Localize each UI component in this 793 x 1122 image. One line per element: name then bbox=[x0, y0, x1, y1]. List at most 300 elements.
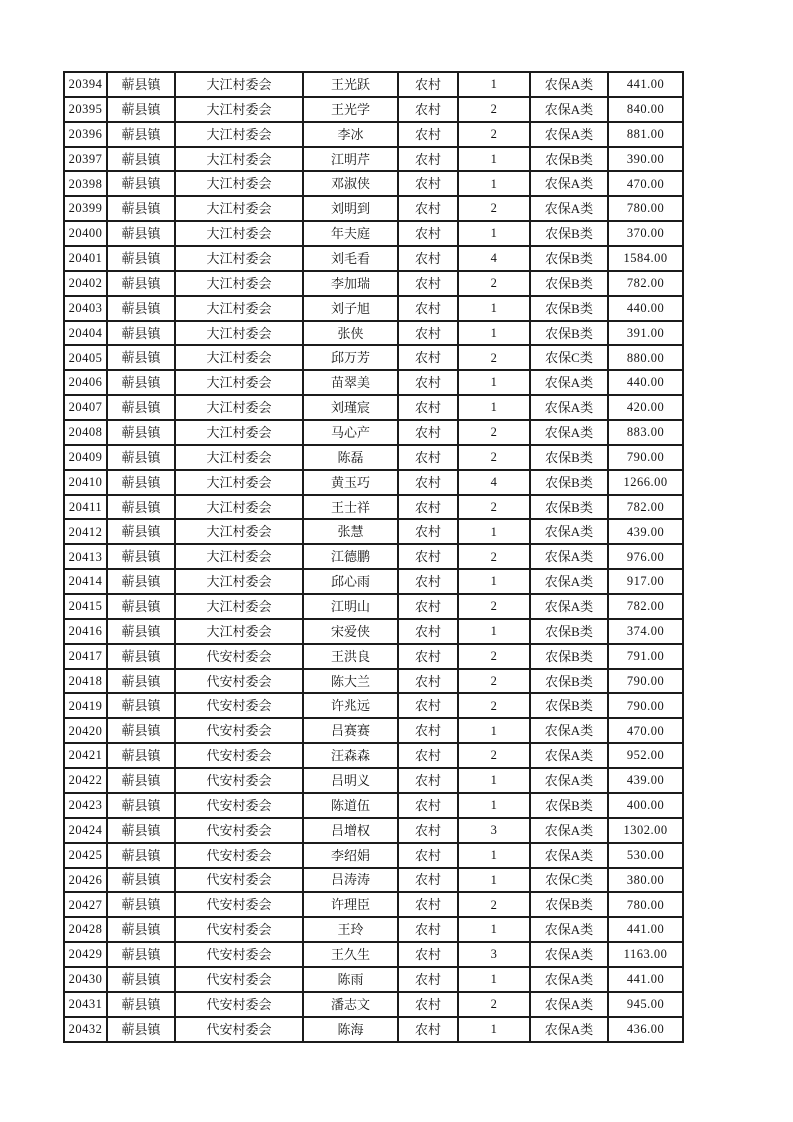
cell-village-committee: 大江村委会 bbox=[175, 271, 303, 296]
cell-residence-type: 农村 bbox=[398, 122, 458, 147]
cell-person-name: 刘毛看 bbox=[303, 246, 398, 271]
cell-residence-type: 农村 bbox=[398, 669, 458, 694]
cell-village-committee: 大江村委会 bbox=[175, 619, 303, 644]
cell-residence-type: 农村 bbox=[398, 917, 458, 942]
cell-residence-type: 农村 bbox=[398, 370, 458, 395]
cell-town: 蕲县镇 bbox=[107, 271, 175, 296]
cell-insurance-category: 农保A类 bbox=[530, 97, 608, 122]
cell-town: 蕲县镇 bbox=[107, 868, 175, 893]
cell-serial-number: 20406 bbox=[64, 370, 107, 395]
cell-amount: 917.00 bbox=[608, 569, 683, 594]
cell-serial-number: 20394 bbox=[64, 72, 107, 97]
cell-serial-number: 20408 bbox=[64, 420, 107, 445]
cell-insurance-category: 农保A类 bbox=[530, 768, 608, 793]
cell-village-committee: 大江村委会 bbox=[175, 495, 303, 520]
cell-village-committee: 大江村委会 bbox=[175, 296, 303, 321]
cell-village-committee: 代安村委会 bbox=[175, 669, 303, 694]
cell-person-name: 王洪良 bbox=[303, 644, 398, 669]
cell-insurance-category: 农保C类 bbox=[530, 868, 608, 893]
cell-serial-number: 20400 bbox=[64, 221, 107, 246]
cell-residence-type: 农村 bbox=[398, 942, 458, 967]
cell-amount: 782.00 bbox=[608, 495, 683, 520]
cell-person-name: 年夫庭 bbox=[303, 221, 398, 246]
cell-insurance-category: 农保A类 bbox=[530, 122, 608, 147]
table-row bbox=[64, 196, 683, 221]
cell-town: 蕲县镇 bbox=[107, 196, 175, 221]
cell-serial-number: 20410 bbox=[64, 470, 107, 495]
cell-amount: 790.00 bbox=[608, 669, 683, 694]
table-row bbox=[64, 917, 683, 942]
cell-amount: 420.00 bbox=[608, 395, 683, 420]
cell-town: 蕲县镇 bbox=[107, 892, 175, 917]
cell-insurance-category: 农保B类 bbox=[530, 892, 608, 917]
cell-insurance-category: 农保A类 bbox=[530, 569, 608, 594]
cell-person-count: 2 bbox=[458, 495, 530, 520]
cell-person-count: 2 bbox=[458, 196, 530, 221]
cell-town: 蕲县镇 bbox=[107, 97, 175, 122]
cell-insurance-category: 农保B类 bbox=[530, 644, 608, 669]
cell-serial-number: 20398 bbox=[64, 171, 107, 196]
cell-residence-type: 农村 bbox=[398, 221, 458, 246]
cell-residence-type: 农村 bbox=[398, 818, 458, 843]
cell-residence-type: 农村 bbox=[398, 97, 458, 122]
cell-person-name: 李冰 bbox=[303, 122, 398, 147]
table-row bbox=[64, 147, 683, 172]
cell-person-count: 4 bbox=[458, 470, 530, 495]
table-row bbox=[64, 296, 683, 321]
cell-person-count: 1 bbox=[458, 1017, 530, 1042]
cell-serial-number: 20412 bbox=[64, 519, 107, 544]
cell-amount: 840.00 bbox=[608, 97, 683, 122]
cell-person-count: 1 bbox=[458, 147, 530, 172]
table-row bbox=[64, 942, 683, 967]
table-row bbox=[64, 345, 683, 370]
cell-insurance-category: 农保C类 bbox=[530, 345, 608, 370]
cell-person-count: 1 bbox=[458, 843, 530, 868]
cell-insurance-category: 农保B类 bbox=[530, 619, 608, 644]
table-row bbox=[64, 321, 683, 346]
cell-town: 蕲县镇 bbox=[107, 445, 175, 470]
table-row bbox=[64, 420, 683, 445]
table-row bbox=[64, 395, 683, 420]
cell-person-name: 吕明义 bbox=[303, 768, 398, 793]
cell-insurance-category: 农保B类 bbox=[530, 271, 608, 296]
cell-person-count: 3 bbox=[458, 942, 530, 967]
cell-person-count: 2 bbox=[458, 594, 530, 619]
cell-amount: 436.00 bbox=[608, 1017, 683, 1042]
cell-person-count: 1 bbox=[458, 370, 530, 395]
cell-amount: 439.00 bbox=[608, 768, 683, 793]
cell-serial-number: 20397 bbox=[64, 147, 107, 172]
table-row bbox=[64, 892, 683, 917]
cell-amount: 883.00 bbox=[608, 420, 683, 445]
cell-town: 蕲县镇 bbox=[107, 395, 175, 420]
cell-amount: 470.00 bbox=[608, 171, 683, 196]
cell-person-count: 1 bbox=[458, 718, 530, 743]
table-row bbox=[64, 843, 683, 868]
cell-insurance-category: 农保A类 bbox=[530, 196, 608, 221]
cell-serial-number: 20396 bbox=[64, 122, 107, 147]
cell-town: 蕲县镇 bbox=[107, 594, 175, 619]
cell-insurance-category: 农保B类 bbox=[530, 321, 608, 346]
cell-residence-type: 农村 bbox=[398, 395, 458, 420]
cell-person-count: 1 bbox=[458, 72, 530, 97]
cell-town: 蕲县镇 bbox=[107, 644, 175, 669]
cell-person-name: 李绍娟 bbox=[303, 843, 398, 868]
table-row bbox=[64, 97, 683, 122]
cell-village-committee: 代安村委会 bbox=[175, 743, 303, 768]
cell-village-committee: 大江村委会 bbox=[175, 544, 303, 569]
cell-residence-type: 农村 bbox=[398, 843, 458, 868]
table-row bbox=[64, 519, 683, 544]
cell-residence-type: 农村 bbox=[398, 171, 458, 196]
cell-person-name: 黄玉巧 bbox=[303, 470, 398, 495]
cell-amount: 976.00 bbox=[608, 544, 683, 569]
cell-serial-number: 20421 bbox=[64, 743, 107, 768]
cell-village-committee: 大江村委会 bbox=[175, 594, 303, 619]
cell-village-committee: 大江村委会 bbox=[175, 470, 303, 495]
cell-amount: 945.00 bbox=[608, 992, 683, 1017]
table-row bbox=[64, 370, 683, 395]
cell-serial-number: 20413 bbox=[64, 544, 107, 569]
cell-amount: 530.00 bbox=[608, 843, 683, 868]
cell-insurance-category: 农保B类 bbox=[530, 246, 608, 271]
cell-residence-type: 农村 bbox=[398, 271, 458, 296]
cell-person-count: 1 bbox=[458, 171, 530, 196]
cell-village-committee: 大江村委会 bbox=[175, 345, 303, 370]
cell-village-committee: 代安村委会 bbox=[175, 768, 303, 793]
cell-residence-type: 农村 bbox=[398, 519, 458, 544]
beneficiary-table bbox=[63, 71, 684, 1043]
cell-residence-type: 农村 bbox=[398, 569, 458, 594]
cell-town: 蕲县镇 bbox=[107, 967, 175, 992]
table-row bbox=[64, 967, 683, 992]
table-row bbox=[64, 246, 683, 271]
cell-insurance-category: 农保B类 bbox=[530, 793, 608, 818]
cell-residence-type: 农村 bbox=[398, 296, 458, 321]
cell-amount: 782.00 bbox=[608, 594, 683, 619]
cell-town: 蕲县镇 bbox=[107, 147, 175, 172]
cell-serial-number: 20395 bbox=[64, 97, 107, 122]
cell-amount: 441.00 bbox=[608, 72, 683, 97]
cell-amount: 1302.00 bbox=[608, 818, 683, 843]
cell-town: 蕲县镇 bbox=[107, 171, 175, 196]
cell-amount: 780.00 bbox=[608, 196, 683, 221]
cell-insurance-category: 农保A类 bbox=[530, 942, 608, 967]
cell-village-committee: 大江村委会 bbox=[175, 196, 303, 221]
cell-village-committee: 大江村委会 bbox=[175, 370, 303, 395]
cell-village-committee: 大江村委会 bbox=[175, 246, 303, 271]
cell-amount: 880.00 bbox=[608, 345, 683, 370]
cell-insurance-category: 农保B类 bbox=[530, 445, 608, 470]
cell-residence-type: 农村 bbox=[398, 246, 458, 271]
table-row bbox=[64, 868, 683, 893]
table-row bbox=[64, 669, 683, 694]
cell-town: 蕲县镇 bbox=[107, 743, 175, 768]
cell-residence-type: 农村 bbox=[398, 743, 458, 768]
cell-amount: 881.00 bbox=[608, 122, 683, 147]
table-row bbox=[64, 768, 683, 793]
cell-insurance-category: 农保B类 bbox=[530, 221, 608, 246]
cell-insurance-category: 农保A类 bbox=[530, 370, 608, 395]
cell-village-committee: 大江村委会 bbox=[175, 171, 303, 196]
table-row bbox=[64, 693, 683, 718]
cell-insurance-category: 农保A类 bbox=[530, 743, 608, 768]
cell-town: 蕲县镇 bbox=[107, 619, 175, 644]
cell-town: 蕲县镇 bbox=[107, 669, 175, 694]
cell-amount: 470.00 bbox=[608, 718, 683, 743]
table-row bbox=[64, 1017, 683, 1042]
cell-serial-number: 20424 bbox=[64, 818, 107, 843]
cell-person-name: 江德鹏 bbox=[303, 544, 398, 569]
cell-person-name: 许兆远 bbox=[303, 693, 398, 718]
cell-residence-type: 农村 bbox=[398, 892, 458, 917]
cell-person-count: 1 bbox=[458, 768, 530, 793]
cell-amount: 1163.00 bbox=[608, 942, 683, 967]
cell-person-name: 许理臣 bbox=[303, 892, 398, 917]
cell-insurance-category: 农保A类 bbox=[530, 171, 608, 196]
cell-person-count: 2 bbox=[458, 669, 530, 694]
cell-person-name: 邓淑侠 bbox=[303, 171, 398, 196]
cell-residence-type: 农村 bbox=[398, 992, 458, 1017]
cell-town: 蕲县镇 bbox=[107, 818, 175, 843]
cell-serial-number: 20407 bbox=[64, 395, 107, 420]
cell-amount: 439.00 bbox=[608, 519, 683, 544]
cell-person-name: 吕涛涛 bbox=[303, 868, 398, 893]
cell-amount: 790.00 bbox=[608, 693, 683, 718]
cell-serial-number: 20403 bbox=[64, 296, 107, 321]
cell-town: 蕲县镇 bbox=[107, 370, 175, 395]
cell-serial-number: 20399 bbox=[64, 196, 107, 221]
cell-person-count: 2 bbox=[458, 644, 530, 669]
cell-person-count: 3 bbox=[458, 818, 530, 843]
table-row bbox=[64, 72, 683, 97]
cell-residence-type: 农村 bbox=[398, 495, 458, 520]
cell-person-count: 1 bbox=[458, 395, 530, 420]
cell-residence-type: 农村 bbox=[398, 619, 458, 644]
cell-amount: 441.00 bbox=[608, 967, 683, 992]
table-row bbox=[64, 122, 683, 147]
cell-person-count: 2 bbox=[458, 445, 530, 470]
cell-town: 蕲县镇 bbox=[107, 793, 175, 818]
cell-town: 蕲县镇 bbox=[107, 569, 175, 594]
cell-amount: 400.00 bbox=[608, 793, 683, 818]
cell-village-committee: 代安村委会 bbox=[175, 942, 303, 967]
cell-village-committee: 代安村委会 bbox=[175, 818, 303, 843]
cell-residence-type: 农村 bbox=[398, 72, 458, 97]
cell-serial-number: 20428 bbox=[64, 917, 107, 942]
cell-town: 蕲县镇 bbox=[107, 992, 175, 1017]
cell-town: 蕲县镇 bbox=[107, 693, 175, 718]
cell-person-name: 陈海 bbox=[303, 1017, 398, 1042]
cell-amount: 391.00 bbox=[608, 321, 683, 346]
cell-village-committee: 大江村委会 bbox=[175, 420, 303, 445]
cell-person-count: 2 bbox=[458, 892, 530, 917]
cell-village-committee: 大江村委会 bbox=[175, 72, 303, 97]
cell-person-name: 王玲 bbox=[303, 917, 398, 942]
cell-person-count: 2 bbox=[458, 544, 530, 569]
cell-village-committee: 代安村委会 bbox=[175, 892, 303, 917]
table-row bbox=[64, 793, 683, 818]
cell-person-count: 4 bbox=[458, 246, 530, 271]
cell-amount: 370.00 bbox=[608, 221, 683, 246]
cell-serial-number: 20420 bbox=[64, 718, 107, 743]
cell-village-committee: 大江村委会 bbox=[175, 321, 303, 346]
cell-amount: 440.00 bbox=[608, 370, 683, 395]
cell-person-name: 张侠 bbox=[303, 321, 398, 346]
cell-amount: 1266.00 bbox=[608, 470, 683, 495]
cell-residence-type: 农村 bbox=[398, 718, 458, 743]
cell-person-name: 吕赛赛 bbox=[303, 718, 398, 743]
cell-village-committee: 大江村委会 bbox=[175, 122, 303, 147]
cell-town: 蕲县镇 bbox=[107, 420, 175, 445]
cell-insurance-category: 农保A类 bbox=[530, 992, 608, 1017]
cell-serial-number: 20404 bbox=[64, 321, 107, 346]
cell-insurance-category: 农保B类 bbox=[530, 495, 608, 520]
cell-residence-type: 农村 bbox=[398, 420, 458, 445]
cell-serial-number: 20401 bbox=[64, 246, 107, 271]
cell-residence-type: 农村 bbox=[398, 793, 458, 818]
cell-village-committee: 代安村委会 bbox=[175, 843, 303, 868]
cell-residence-type: 农村 bbox=[398, 967, 458, 992]
cell-residence-type: 农村 bbox=[398, 768, 458, 793]
table-row bbox=[64, 470, 683, 495]
cell-person-name: 王久生 bbox=[303, 942, 398, 967]
cell-serial-number: 20425 bbox=[64, 843, 107, 868]
cell-person-count: 2 bbox=[458, 122, 530, 147]
cell-person-count: 2 bbox=[458, 743, 530, 768]
cell-insurance-category: 农保A类 bbox=[530, 818, 608, 843]
cell-insurance-category: 农保B类 bbox=[530, 693, 608, 718]
cell-village-committee: 大江村委会 bbox=[175, 569, 303, 594]
cell-residence-type: 农村 bbox=[398, 321, 458, 346]
cell-person-name: 王光跃 bbox=[303, 72, 398, 97]
cell-village-committee: 大江村委会 bbox=[175, 147, 303, 172]
cell-person-count: 1 bbox=[458, 917, 530, 942]
cell-person-name: 马心产 bbox=[303, 420, 398, 445]
cell-serial-number: 20429 bbox=[64, 942, 107, 967]
cell-residence-type: 农村 bbox=[398, 644, 458, 669]
cell-serial-number: 20402 bbox=[64, 271, 107, 296]
cell-insurance-category: 农保A类 bbox=[530, 420, 608, 445]
cell-residence-type: 农村 bbox=[398, 1017, 458, 1042]
cell-amount: 380.00 bbox=[608, 868, 683, 893]
cell-village-committee: 大江村委会 bbox=[175, 445, 303, 470]
cell-serial-number: 20422 bbox=[64, 768, 107, 793]
cell-serial-number: 20427 bbox=[64, 892, 107, 917]
cell-serial-number: 20415 bbox=[64, 594, 107, 619]
cell-person-name: 陈雨 bbox=[303, 967, 398, 992]
cell-village-committee: 代安村委会 bbox=[175, 793, 303, 818]
cell-person-name: 陈道伍 bbox=[303, 793, 398, 818]
cell-person-count: 2 bbox=[458, 693, 530, 718]
cell-insurance-category: 农保A类 bbox=[530, 967, 608, 992]
cell-person-count: 2 bbox=[458, 420, 530, 445]
cell-serial-number: 20409 bbox=[64, 445, 107, 470]
cell-person-count: 1 bbox=[458, 221, 530, 246]
cell-serial-number: 20416 bbox=[64, 619, 107, 644]
cell-village-committee: 代安村委会 bbox=[175, 693, 303, 718]
cell-insurance-category: 农保A类 bbox=[530, 843, 608, 868]
cell-town: 蕲县镇 bbox=[107, 718, 175, 743]
cell-person-count: 1 bbox=[458, 967, 530, 992]
table-body bbox=[64, 72, 683, 1042]
cell-residence-type: 农村 bbox=[398, 868, 458, 893]
cell-insurance-category: 农保A类 bbox=[530, 544, 608, 569]
cell-serial-number: 20426 bbox=[64, 868, 107, 893]
cell-person-count: 2 bbox=[458, 97, 530, 122]
table-row bbox=[64, 619, 683, 644]
cell-town: 蕲县镇 bbox=[107, 544, 175, 569]
table-row bbox=[64, 221, 683, 246]
cell-insurance-category: 农保B类 bbox=[530, 470, 608, 495]
cell-person-count: 1 bbox=[458, 321, 530, 346]
table-row bbox=[64, 271, 683, 296]
cell-person-name: 邱万芳 bbox=[303, 345, 398, 370]
cell-town: 蕲县镇 bbox=[107, 296, 175, 321]
cell-serial-number: 20418 bbox=[64, 669, 107, 694]
cell-residence-type: 农村 bbox=[398, 544, 458, 569]
cell-village-committee: 大江村委会 bbox=[175, 97, 303, 122]
cell-village-committee: 代安村委会 bbox=[175, 868, 303, 893]
cell-person-name: 刘子旭 bbox=[303, 296, 398, 321]
table-row bbox=[64, 818, 683, 843]
cell-village-committee: 代安村委会 bbox=[175, 1017, 303, 1042]
cell-person-name: 江明芹 bbox=[303, 147, 398, 172]
cell-amount: 390.00 bbox=[608, 147, 683, 172]
cell-serial-number: 20430 bbox=[64, 967, 107, 992]
cell-village-committee: 代安村委会 bbox=[175, 644, 303, 669]
cell-serial-number: 20431 bbox=[64, 992, 107, 1017]
cell-person-name: 张慧 bbox=[303, 519, 398, 544]
cell-town: 蕲县镇 bbox=[107, 345, 175, 370]
cell-residence-type: 农村 bbox=[398, 147, 458, 172]
cell-person-name: 宋爱侠 bbox=[303, 619, 398, 644]
cell-town: 蕲县镇 bbox=[107, 122, 175, 147]
cell-insurance-category: 农保A类 bbox=[530, 519, 608, 544]
cell-insurance-category: 农保B类 bbox=[530, 669, 608, 694]
cell-person-name: 苗翠美 bbox=[303, 370, 398, 395]
cell-amount: 780.00 bbox=[608, 892, 683, 917]
cell-serial-number: 20417 bbox=[64, 644, 107, 669]
cell-village-committee: 大江村委会 bbox=[175, 519, 303, 544]
cell-serial-number: 20432 bbox=[64, 1017, 107, 1042]
cell-insurance-category: 农保A类 bbox=[530, 594, 608, 619]
cell-town: 蕲县镇 bbox=[107, 470, 175, 495]
cell-town: 蕲县镇 bbox=[107, 246, 175, 271]
cell-town: 蕲县镇 bbox=[107, 768, 175, 793]
cell-person-name: 邱心雨 bbox=[303, 569, 398, 594]
cell-residence-type: 农村 bbox=[398, 345, 458, 370]
cell-person-name: 李加瑞 bbox=[303, 271, 398, 296]
cell-serial-number: 20411 bbox=[64, 495, 107, 520]
cell-amount: 782.00 bbox=[608, 271, 683, 296]
table-row bbox=[64, 569, 683, 594]
table-row bbox=[64, 644, 683, 669]
cell-residence-type: 农村 bbox=[398, 693, 458, 718]
cell-residence-type: 农村 bbox=[398, 445, 458, 470]
cell-person-count: 1 bbox=[458, 569, 530, 594]
cell-insurance-category: 农保B类 bbox=[530, 296, 608, 321]
table-row bbox=[64, 495, 683, 520]
cell-insurance-category: 农保A类 bbox=[530, 917, 608, 942]
cell-amount: 374.00 bbox=[608, 619, 683, 644]
cell-amount: 952.00 bbox=[608, 743, 683, 768]
cell-town: 蕲县镇 bbox=[107, 917, 175, 942]
cell-village-committee: 代安村委会 bbox=[175, 967, 303, 992]
cell-amount: 441.00 bbox=[608, 917, 683, 942]
cell-residence-type: 农村 bbox=[398, 594, 458, 619]
